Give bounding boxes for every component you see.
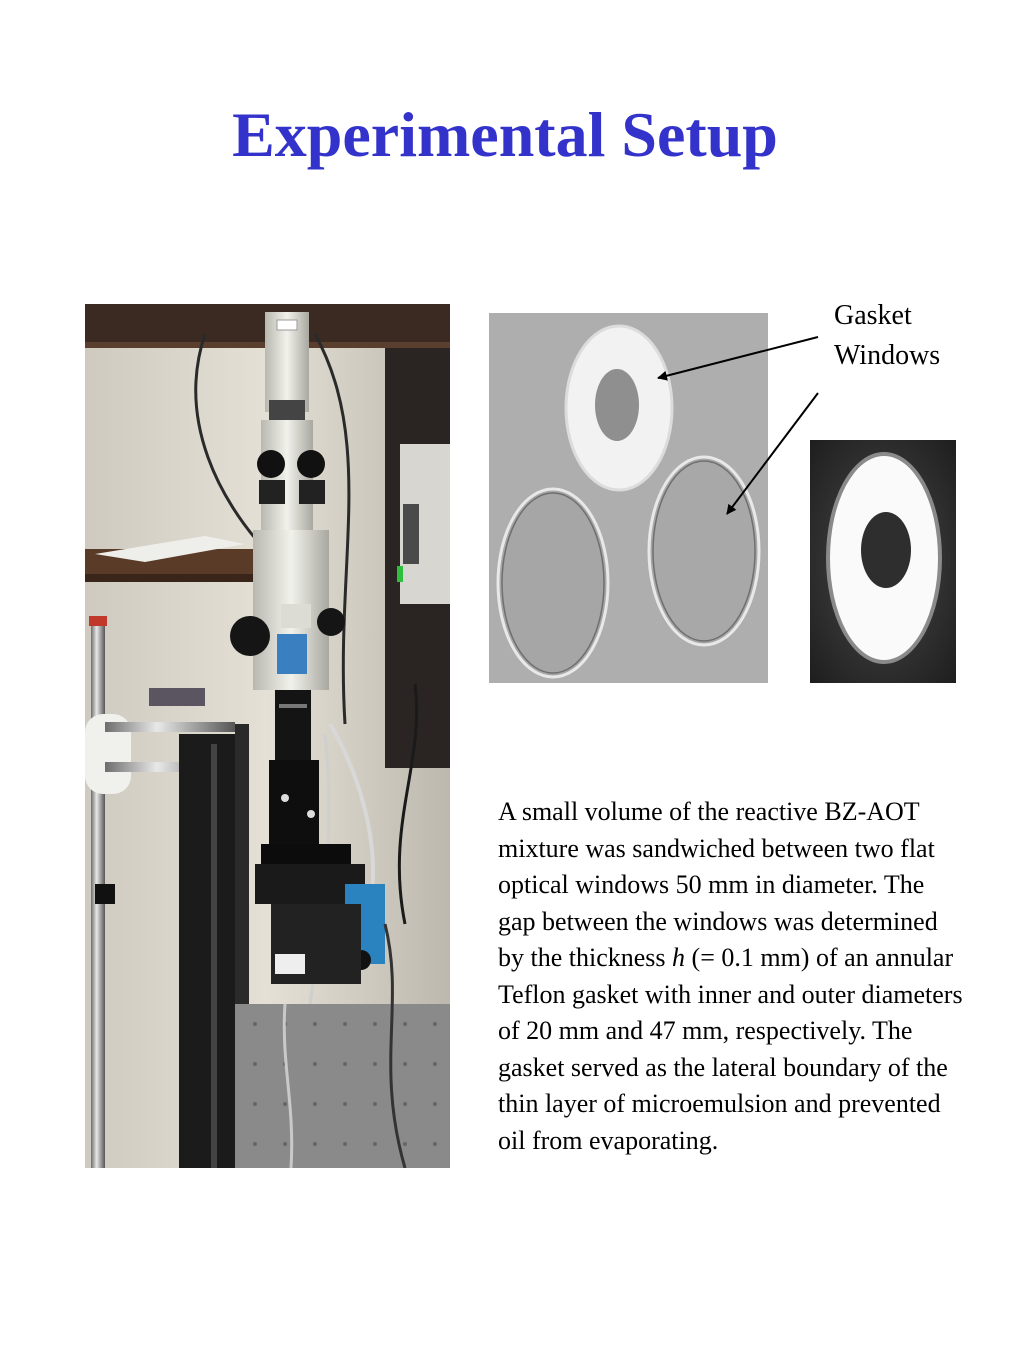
description-part-1: A small volume of the reactive BZ-AOT mixture was sandwiched between two flat optical windows 50 mm in diameter. The gap between the windows was determined by the thickness bbox=[498, 797, 938, 972]
description-paragraph bbox=[498, 794, 968, 1159]
gasket-closeup-photo bbox=[810, 440, 956, 683]
gasket-and-windows-photo bbox=[489, 313, 768, 683]
slide-title: Experimental Setup bbox=[232, 99, 778, 170]
windows-label: Windows bbox=[834, 340, 941, 371]
microscope-setup-photo bbox=[85, 304, 450, 1168]
gasket-label: Gasket bbox=[834, 300, 912, 331]
description-part-2: (= 0.1 mm) of an annular Teflon gasket with inner and outer diameters of 20 mm and 47 mm, respectively. The gasket served as the lateral boundary of the thin layer of microemulsion and prevented oil from evaporating. bbox=[498, 943, 963, 1155]
thickness-symbol: h bbox=[672, 943, 686, 972]
